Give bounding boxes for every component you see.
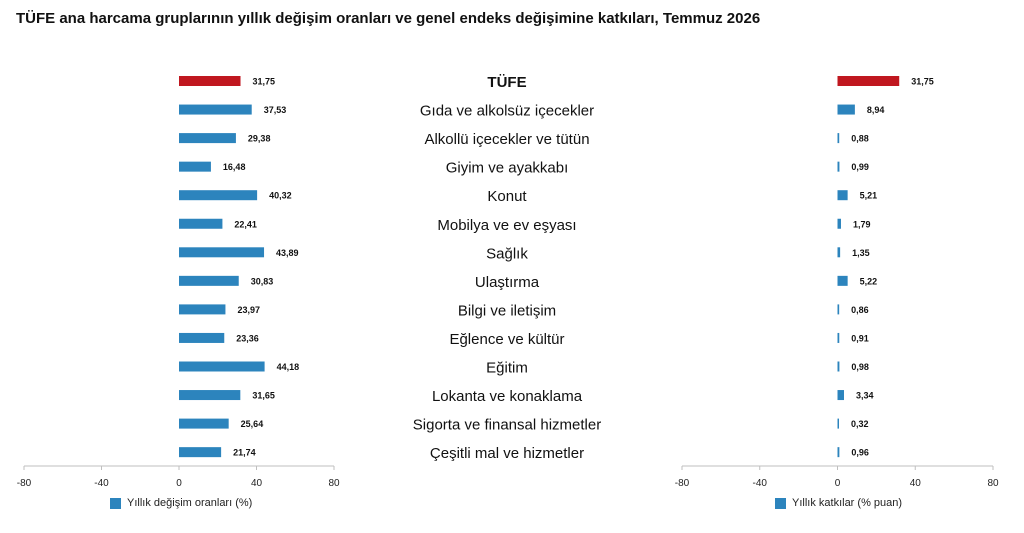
category-label: Alkollü içecekler ve tütün <box>424 131 590 149</box>
right-bar <box>838 247 841 257</box>
left-tick-label: 40 <box>250 478 263 489</box>
right-bar <box>838 390 844 400</box>
left-tick-label: -40 <box>94 478 109 489</box>
legend-right-label: Yıllık katkılar (% puan) <box>792 497 903 509</box>
left-tick-label: 0 <box>176 478 182 489</box>
right-bar <box>838 419 840 429</box>
right-bar <box>838 304 840 314</box>
category-label: Lokanta ve konaklama <box>431 388 583 406</box>
right-bar <box>838 219 841 229</box>
right-bar <box>838 105 855 115</box>
left-bar <box>179 190 257 200</box>
category-label: TÜFE <box>487 74 527 91</box>
left-bar <box>179 447 221 457</box>
right-bar <box>838 133 840 143</box>
left-bar <box>179 419 229 429</box>
right-bar <box>838 333 840 343</box>
right-bar <box>838 76 900 86</box>
legend-left-swatch <box>110 498 121 509</box>
right-tick-label: 0 <box>834 478 841 489</box>
left-data-label: 40,32 <box>269 190 292 201</box>
right-bar <box>838 276 848 286</box>
category-label: Gıda ve alkolsüz içecekler <box>419 102 595 120</box>
right-tick-label: -40 <box>752 478 767 489</box>
left-bar <box>179 304 225 314</box>
right-tick-label: 80 <box>987 478 999 489</box>
left-data-label: 44,18 <box>276 362 300 372</box>
left-bar <box>179 219 222 229</box>
right-data-label: 1,79 <box>852 219 871 230</box>
right-bar <box>838 162 840 172</box>
right-data-label: 31,75 <box>911 76 934 87</box>
right-data-label: 0,86 <box>851 304 869 315</box>
right-tick-label: -80 <box>674 478 690 489</box>
category-label: Sağlık <box>486 245 528 263</box>
right-bar <box>838 362 840 372</box>
left-data-label: 29,38 <box>247 133 271 144</box>
right-data-label: 1,35 <box>852 247 870 258</box>
left-bar <box>179 362 265 372</box>
right-data-label: 0,88 <box>851 133 869 144</box>
legend-right <box>775 497 902 509</box>
left-data-label: 31,65 <box>252 390 275 401</box>
left-tick-label: -80 <box>16 478 32 489</box>
category-label: Sigorta ve finansal hizmetler <box>412 416 602 434</box>
legend-right-swatch <box>775 498 786 509</box>
right-tick-label: 40 <box>909 478 921 489</box>
left-tick-label: 80 <box>328 478 340 489</box>
right-data-label: 0,32 <box>851 419 869 430</box>
left-bar <box>179 333 224 343</box>
left-bar <box>179 247 264 257</box>
chart-title: TÜFE ana harcama gruplarının yıllık değişim oranları ve genel endeks değişimine katkıları, Temmuz 2026 <box>16 10 761 27</box>
legend-left <box>110 497 252 509</box>
category-label: Eğitim <box>486 359 528 377</box>
left-data-label: 21,74 <box>233 447 256 458</box>
left-bar <box>179 105 252 115</box>
category-label: Eğlence ve kültür <box>449 330 565 348</box>
right-data-label: 0,96 <box>851 447 869 458</box>
category-label: Giyim ve ayakkabı <box>445 159 569 177</box>
left-data-label: 43,89 <box>276 247 299 258</box>
left-data-label: 25,64 <box>240 419 264 430</box>
category-label: Konut <box>487 188 527 206</box>
left-data-label: 23,36 <box>236 333 259 344</box>
left-data-label: 16,48 <box>222 162 246 173</box>
right-data-label: 8,94 <box>866 105 885 116</box>
left-data-label: 22,41 <box>234 219 257 230</box>
right-data-label: 0,91 <box>851 333 869 344</box>
right-data-label: 0,98 <box>851 362 869 372</box>
right-bar <box>838 190 848 200</box>
left-bar <box>179 76 241 86</box>
right-data-label: 5,22 <box>859 276 878 287</box>
category-label: Bilgi ve iletişim <box>457 302 557 320</box>
left-data-label: 23,97 <box>237 304 260 315</box>
category-label: Çeşitli mal ve hizmetler <box>429 445 585 463</box>
right-data-label: 3,34 <box>855 390 874 401</box>
left-bar <box>179 390 240 400</box>
right-bar <box>838 447 840 457</box>
left-bar <box>179 133 236 143</box>
right-data-label: 5,21 <box>859 190 878 201</box>
left-data-label: 37,53 <box>263 105 287 116</box>
left-bar <box>179 162 211 172</box>
right-data-label: 0,99 <box>851 162 869 173</box>
category-label: Mobilya ve ev eşyası <box>437 216 577 234</box>
left-data-label: 31,75 <box>252 76 276 87</box>
left-data-label: 30,83 <box>250 276 274 287</box>
category-label: Ulaştırma <box>474 273 540 291</box>
left-bar <box>179 276 239 286</box>
legend-left-label: Yıllık değişim oranları (%) <box>127 497 253 509</box>
